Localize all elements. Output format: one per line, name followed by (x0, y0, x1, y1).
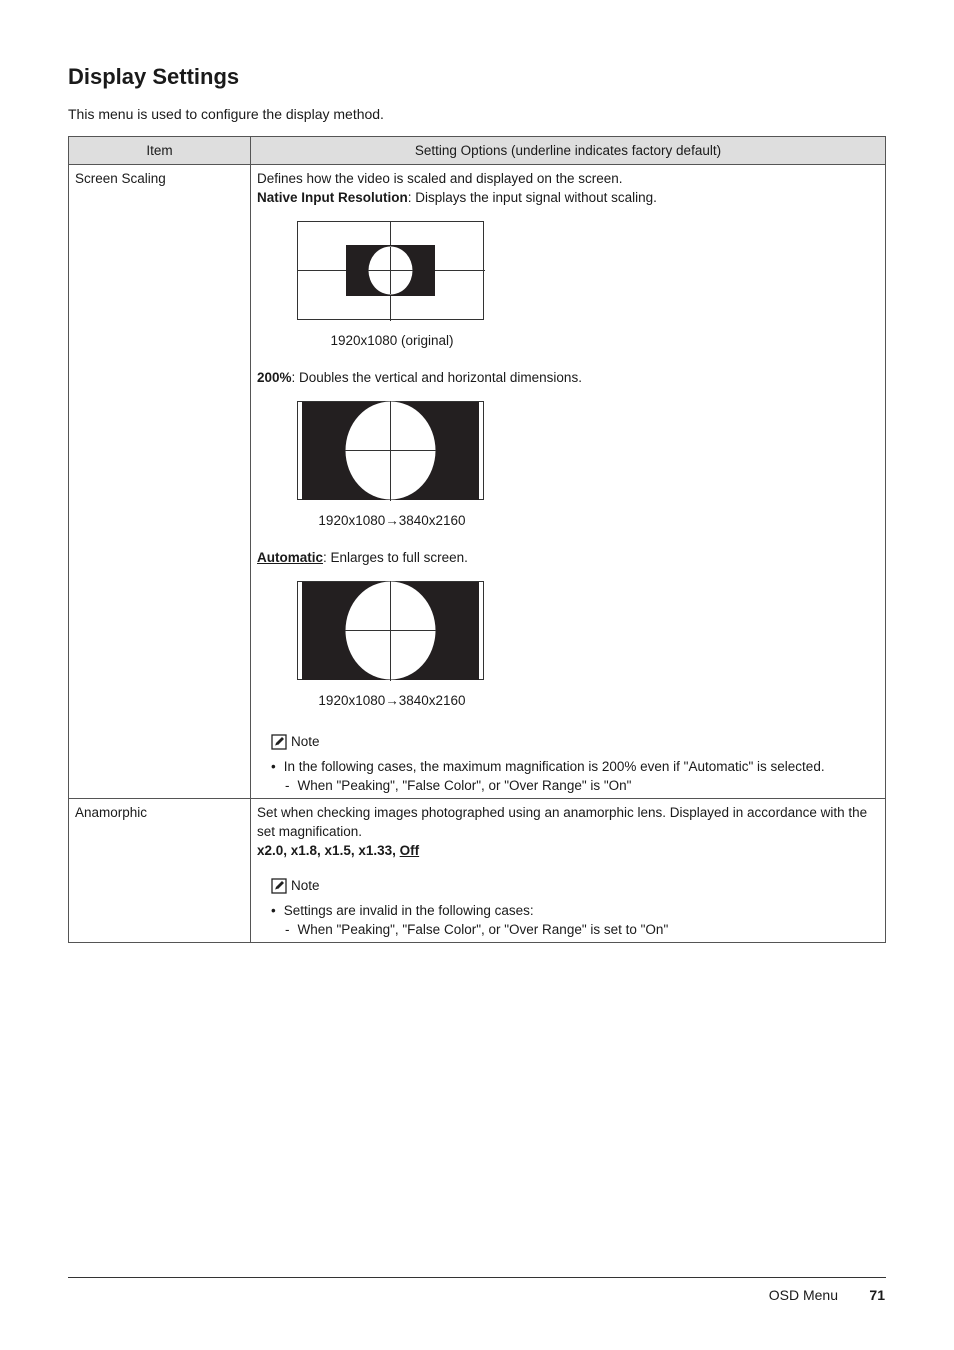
anamorphic-default-option: Off (399, 843, 420, 858)
footer-section-name: OSD Menu (768, 1287, 838, 1303)
option-native-text: : Displays the input signal without scaling. (407, 190, 657, 205)
option-200-text: : Doubles the vertical and horizontal dimensions. (291, 370, 582, 385)
note-bullet: • In the following cases, the maximum magnification is 200% even if "Automatic" is selected. (271, 757, 879, 776)
table-header-row (69, 137, 886, 165)
column-header-options: Setting Options (underline indicates factory default) (251, 137, 886, 165)
options-screen-scaling (251, 165, 886, 799)
note-label: Note (291, 878, 320, 893)
pencil-note-icon (271, 878, 287, 894)
note-sub-item: - When "Peaking", "False Color", or "Over Range" is set to "On" (285, 920, 879, 939)
figure-200-caption: 1920x1080→3840x2160 (318, 513, 466, 528)
anamorphic-option-values: x2.0, x1.8, x1.5, x1.33, (257, 843, 400, 858)
figure-automatic (257, 581, 527, 681)
option-automatic-text: : Enlarges to full screen. (323, 550, 468, 565)
page-title: Display Settings (68, 64, 240, 89)
automatic-scaling-illustration (297, 581, 485, 681)
table-row-anamorphic (69, 799, 886, 943)
column-header-item: Item (69, 137, 251, 165)
footer-page-number: 71 (869, 1287, 885, 1303)
note-sub-item: - When "Peaking", "False Color", or "Over Range" is "On" (285, 776, 879, 795)
page-intro: This menu is used to configure the display method. (68, 106, 384, 122)
double-scaling-illustration (297, 401, 485, 501)
options-anamorphic (251, 799, 886, 943)
anamorphic-options (257, 841, 879, 860)
settings-table (68, 136, 886, 943)
option-automatic-name: Automatic (257, 550, 324, 565)
native-resolution-illustration (297, 221, 485, 321)
pencil-note-icon (271, 734, 287, 750)
option-200-percent (257, 368, 879, 387)
note-heading (271, 732, 879, 751)
screen-scaling-description: Defines how the video is scaled and displayed on the screen. (257, 171, 623, 186)
option-native-name: Native Input Resolution (257, 190, 408, 205)
note-heading (271, 876, 879, 895)
table-row-screen-scaling (69, 165, 886, 799)
item-screen-scaling: Screen Scaling (69, 165, 251, 799)
figure-automatic-caption: 1920x1080→3840x2160 (318, 693, 466, 708)
option-native (257, 188, 879, 207)
footer-divider (68, 1277, 886, 1278)
option-automatic (257, 548, 879, 567)
anamorphic-description: Set when checking images photographed using an anamorphic lens. Displayed in accordance with the set magnification. (257, 805, 868, 839)
option-200-name: 200% (257, 370, 292, 385)
figure-native-caption: 1920x1080 (original) (330, 333, 454, 348)
figure-native (257, 221, 527, 321)
note-bullet: • Settings are invalid in the following cases: (271, 901, 879, 920)
item-anamorphic: Anamorphic (69, 799, 251, 943)
note-label: Note (291, 734, 320, 749)
figure-200-percent (257, 401, 527, 501)
